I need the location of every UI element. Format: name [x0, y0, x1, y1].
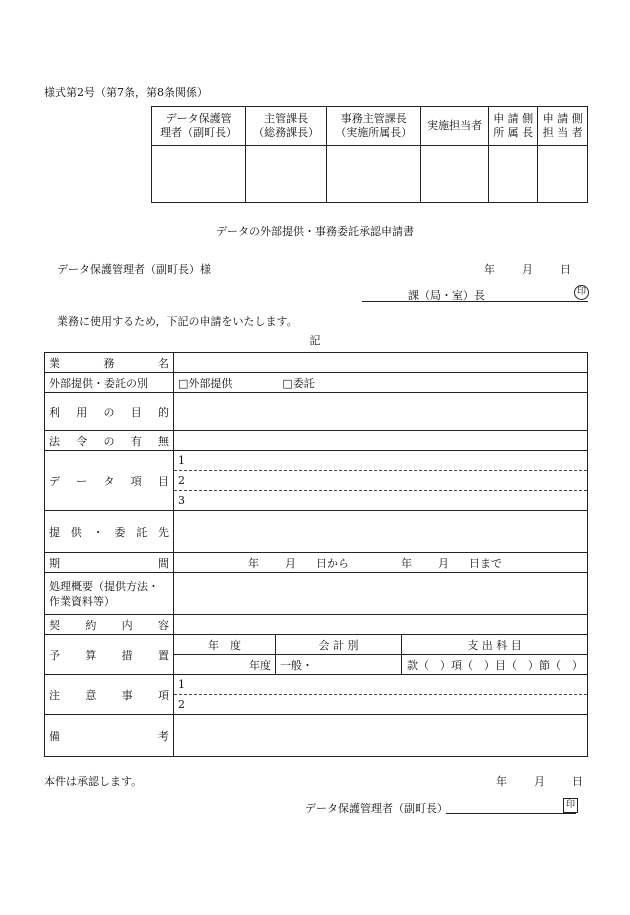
label-business-name: 業 務 名 [45, 353, 174, 373]
document-title: データの外部提供・事務委託承認申請書 [216, 225, 414, 238]
label-remarks: 備 考 [45, 715, 174, 757]
budget-items-field[interactable]: 款（ ）項（ ）目（ ）節（ ） [402, 655, 588, 675]
budget-head-year: 年 度 [174, 635, 276, 655]
budget-head-account: 会 計 別 [276, 635, 402, 655]
seal-mark: 印 [574, 284, 589, 300]
approval-stamp-table [151, 106, 588, 203]
date-line: 年 月 日 [484, 263, 571, 276]
stamp-box[interactable] [488, 146, 538, 203]
stamp-col-data-admin: データ保護管 理者（副町長） [152, 107, 246, 146]
label-notes: 注 意 事 項 [45, 675, 174, 715]
overview-field[interactable] [174, 573, 588, 615]
stamp-box[interactable] [246, 146, 327, 203]
contract-field[interactable] [174, 615, 588, 635]
stamp-box[interactable] [421, 146, 489, 203]
destination-field[interactable] [174, 511, 588, 553]
approval-text: 本件は承認します。 [44, 775, 143, 788]
stamp-box[interactable] [538, 146, 588, 203]
applicant-label: 課（局・室）長 [408, 289, 485, 302]
period-field[interactable]: 年 月 日から 年 月 日まで [174, 553, 588, 573]
approval-date-line: 年 月 日 [496, 775, 583, 788]
law-field[interactable] [174, 431, 588, 451]
form-number: 様式第2号（第7条，第8条関係） [44, 86, 208, 99]
stamp-col-applicant-head: 申 請 側 所 属 長 [488, 107, 538, 146]
label-budget: 予 算 措 置 [45, 635, 174, 675]
data-items-field[interactable]: 1 2 3 [174, 451, 588, 511]
label-contract: 契 約 内 容 [45, 615, 174, 635]
approver-seal-mark: 印 [563, 797, 578, 813]
application-form-table [44, 352, 588, 757]
label-law: 法 令 の 有 無 [45, 431, 174, 451]
purpose-field[interactable] [174, 393, 588, 431]
checkbox-commission[interactable]: □委託 [282, 376, 315, 390]
label-overview: 処理概要（提供方法・ 作業資料等） [45, 573, 174, 615]
stamp-box[interactable] [327, 146, 421, 203]
budget-account-field[interactable]: 一般・ [276, 655, 402, 675]
intro-text: 業務に使用するため，下記の申請をいたします。 [57, 315, 298, 328]
stamp-box[interactable] [152, 146, 246, 203]
approver-sign-label: データ保護管理者（副町長） [305, 802, 448, 815]
checkbox-external[interactable]: □外部提供 [178, 376, 233, 390]
ki-heading: 記 [309, 334, 321, 347]
business-name-field[interactable] [174, 353, 588, 373]
label-purpose: 利 用 の 目 的 [45, 393, 174, 431]
stamp-col-staff: 実施担当者 [421, 107, 489, 146]
approver-sign-underline[interactable] [446, 813, 576, 814]
stamp-col-office-chief: 事務主管課長 （実施所属長） [327, 107, 421, 146]
budget-year-field[interactable]: 年度 [174, 655, 276, 675]
notes-field[interactable]: 1 2 [174, 675, 588, 715]
label-provision-type: 外部提供・委託の別 [45, 373, 174, 393]
label-period: 期 間 [45, 553, 174, 573]
provision-type-field[interactable] [174, 373, 588, 393]
label-destination: 提 供 ・ 委 託 先 [45, 511, 174, 553]
label-data-items: デ ー タ 項 目 [45, 451, 174, 511]
stamp-col-applicant-staff: 申 請 側 担 当 者 [538, 107, 588, 146]
stamp-col-chief: 主管課長 （総務課長） [246, 107, 327, 146]
addressee: データ保護管理者（副町長）様 [57, 263, 211, 276]
budget-head-items: 支 出 科 目 [402, 635, 588, 655]
remarks-field[interactable] [174, 715, 588, 757]
